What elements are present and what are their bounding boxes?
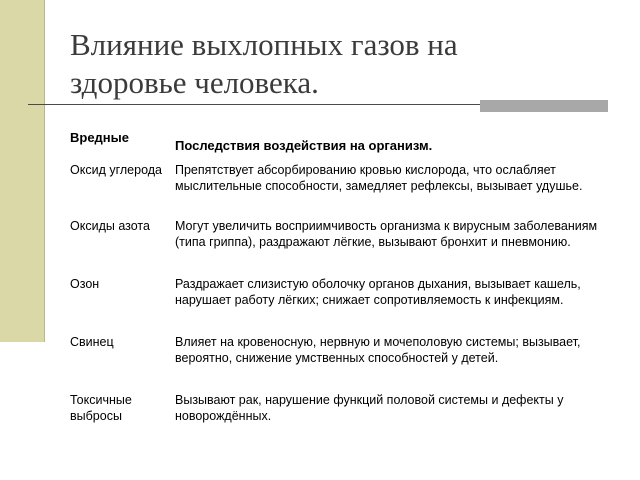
table-row xyxy=(70,334,610,392)
row-substance: Озон xyxy=(70,277,100,291)
title-line-1: Влияние выхлопных газов на xyxy=(70,27,458,62)
row-substance: Оксиды азота xyxy=(70,219,150,233)
side-accent-line xyxy=(44,0,45,342)
row-effect: Влияет на кровеносную, нервную и мочеполовую системы; вызывает, вероятно, снижение умственных способностей у детей. xyxy=(175,335,581,365)
row-effect: Могут увеличить восприимчивость организма к вирусным заболеваниям (типа гриппа), раздражают лёгкие, вызывают бронхит и пневмонию. xyxy=(175,219,598,249)
row-substance: Токсичные выбросы xyxy=(70,393,132,423)
title-divider-block xyxy=(480,100,608,112)
table-row xyxy=(70,218,610,276)
side-accent-bar xyxy=(0,0,44,342)
table-header-row xyxy=(70,130,610,162)
table-row xyxy=(70,162,610,218)
row-substance: Оксид углерода xyxy=(70,163,162,177)
effects-table xyxy=(70,130,610,432)
header-effect: Последствия воздействия на организм. xyxy=(175,138,433,153)
row-effect: Раздражает слизистую оболочку органов дыхания, вызывает кашель, нарушает работу лёгких; снижает сопротивляемость к инфекциям. xyxy=(175,277,581,307)
table-row xyxy=(70,276,610,334)
slide-title xyxy=(70,26,590,102)
title-line-2: здоровье человека. xyxy=(70,65,319,100)
row-effect: Препятствует абсорбированию кровью кислорода, что ослабляет мыслительные способности, замедляет рефлексы, вызывает удушье. xyxy=(175,163,583,193)
table-row xyxy=(70,392,610,432)
row-effect: Вызывают рак, нарушение функций половой системы и дефекты у новорождённых. xyxy=(175,393,564,423)
row-substance: Свинец xyxy=(70,335,114,349)
header-substance: Вредные xyxy=(70,130,129,145)
